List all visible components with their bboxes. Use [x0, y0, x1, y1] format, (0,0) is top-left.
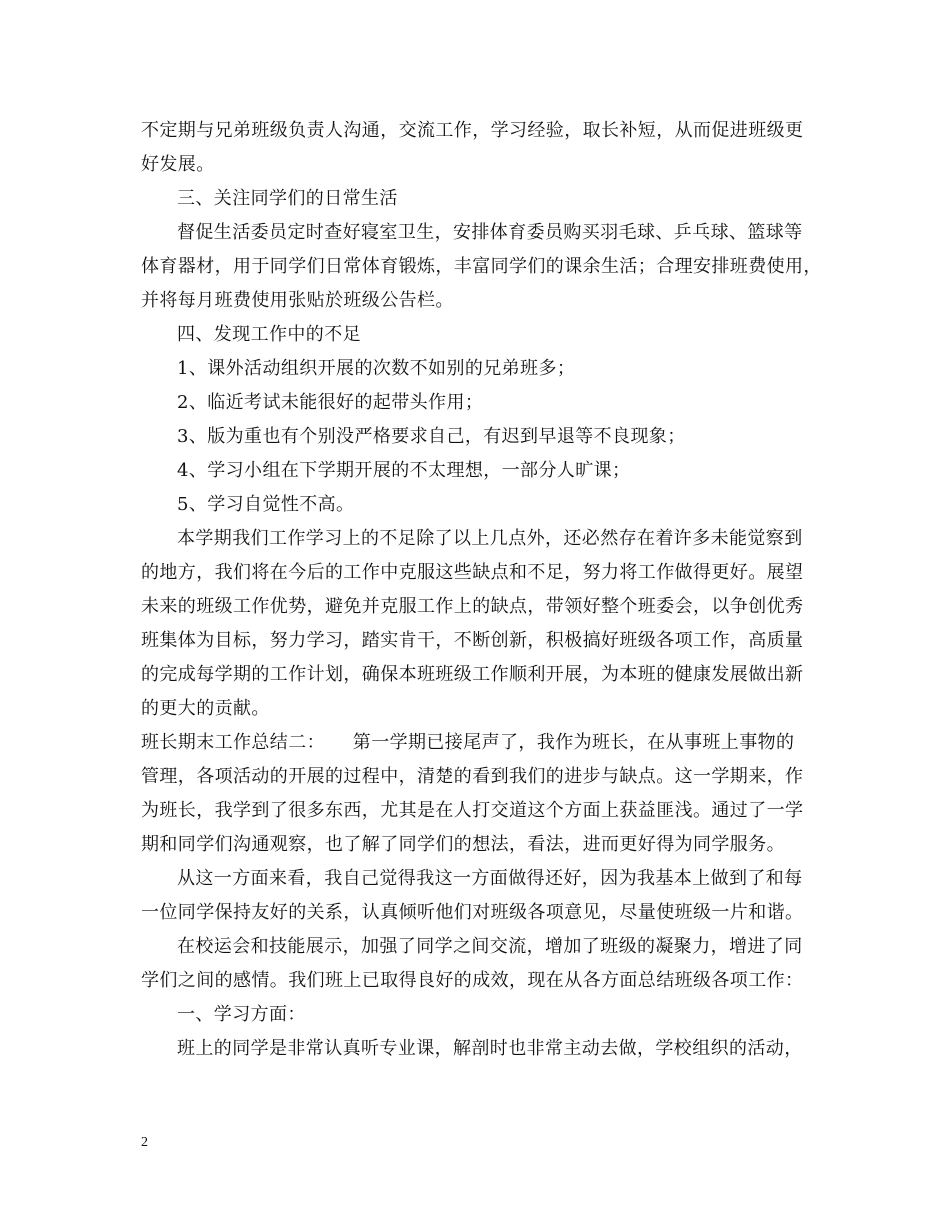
text-line: 一位同学保持友好的关系，认真倾听他们对班级各项意见，尽量使班级一片和谐。	[141, 902, 804, 923]
page-number: 2	[141, 1135, 148, 1150]
list-item: 5、学习自觉性不高。	[177, 494, 355, 515]
list-item: 3、版为重也有个别没严格要求自己，有迟到早退等不良现象；	[177, 426, 686, 447]
list-item: 2、临近考试未能很好的起带头作用；	[177, 392, 484, 413]
text-line: 不定期与兄弟班级负责人沟通，交流工作，学习经验，取长补短，从而促进班级更	[141, 120, 804, 141]
section-heading: 一、学习方面：	[177, 1004, 306, 1025]
text-line: 本学期我们工作学习上的不足除了以上几点外，还必然存在着许多未能觉察到	[177, 528, 803, 549]
text-line: 期和同学们沟通观察，也了解了同学们的想法，看法，进而更好得为同学服务。	[141, 834, 785, 855]
text-line: 班长期末工作总结二： 第一学期已接尾声了，我作为班长，在从事班上事物的	[141, 732, 795, 753]
text-line: 班集体为目标，努力学习，踏实肯干，不断创新，积极搞好班级各项工作，高质量	[141, 630, 804, 651]
text-line: 班上的同学是非常认真听专业课，解剖时也非常主动去做，学校组织的活动，	[177, 1038, 803, 1059]
section-heading: 三、关注同学们的日常生活	[177, 188, 398, 209]
text-line: 未来的班级工作优势，避免并克服工作上的缺点，带领好整个班委会，以争创优秀	[141, 596, 804, 617]
text-line: 在校运会和技能展示，加强了同学之间交流，增加了班级的凝聚力，增进了同	[177, 936, 803, 957]
text-line: 为班长，我学到了很多东西，尤其是在人打交道这个方面上获益匪浅。通过了一学	[141, 800, 804, 821]
text-line: 好发展。	[141, 154, 215, 175]
section-heading: 四、发现工作中的不足	[177, 324, 361, 345]
text-line: 的完成每学期的工作计划，确保本班班级工作顺利开展，为本班的健康发展做出新	[141, 664, 804, 685]
text-line: 督促生活委员定时查好寝室卫生，安排体育委员购买羽毛球、乒乓球、篮球等	[177, 222, 803, 243]
text-line: 的更大的贡献。	[141, 698, 270, 719]
text-line: 的地方，我们将在今后的工作中克服这些缺点和不足，努力将工作做得更好。展望	[141, 562, 804, 583]
list-item: 1、课外活动组织开展的次数不如别的兄弟班多；	[177, 358, 576, 379]
text-line: 学们之间的感情。我们班上已取得良好的成效，现在从各方面总结班级各项工作：	[141, 970, 804, 991]
list-item: 4、学习小组在下学期开展的不太理想，一部分人旷课；	[177, 460, 631, 481]
text-line: 体育器材，用于同学们日常体育锻炼，丰富同学们的课余生活；合理安排班费使用，	[141, 256, 822, 277]
text-line: 从这一方面来看，我自己觉得我这一方面做得还好，因为我基本上做到了和每	[177, 868, 803, 889]
text-line: 管理，各项活动的开展的过程中，清楚的看到我们的进步与缺点。这一学期来，作	[141, 766, 804, 787]
text-line: 并将每月班费使用张贴於班级公告栏。	[141, 290, 454, 311]
